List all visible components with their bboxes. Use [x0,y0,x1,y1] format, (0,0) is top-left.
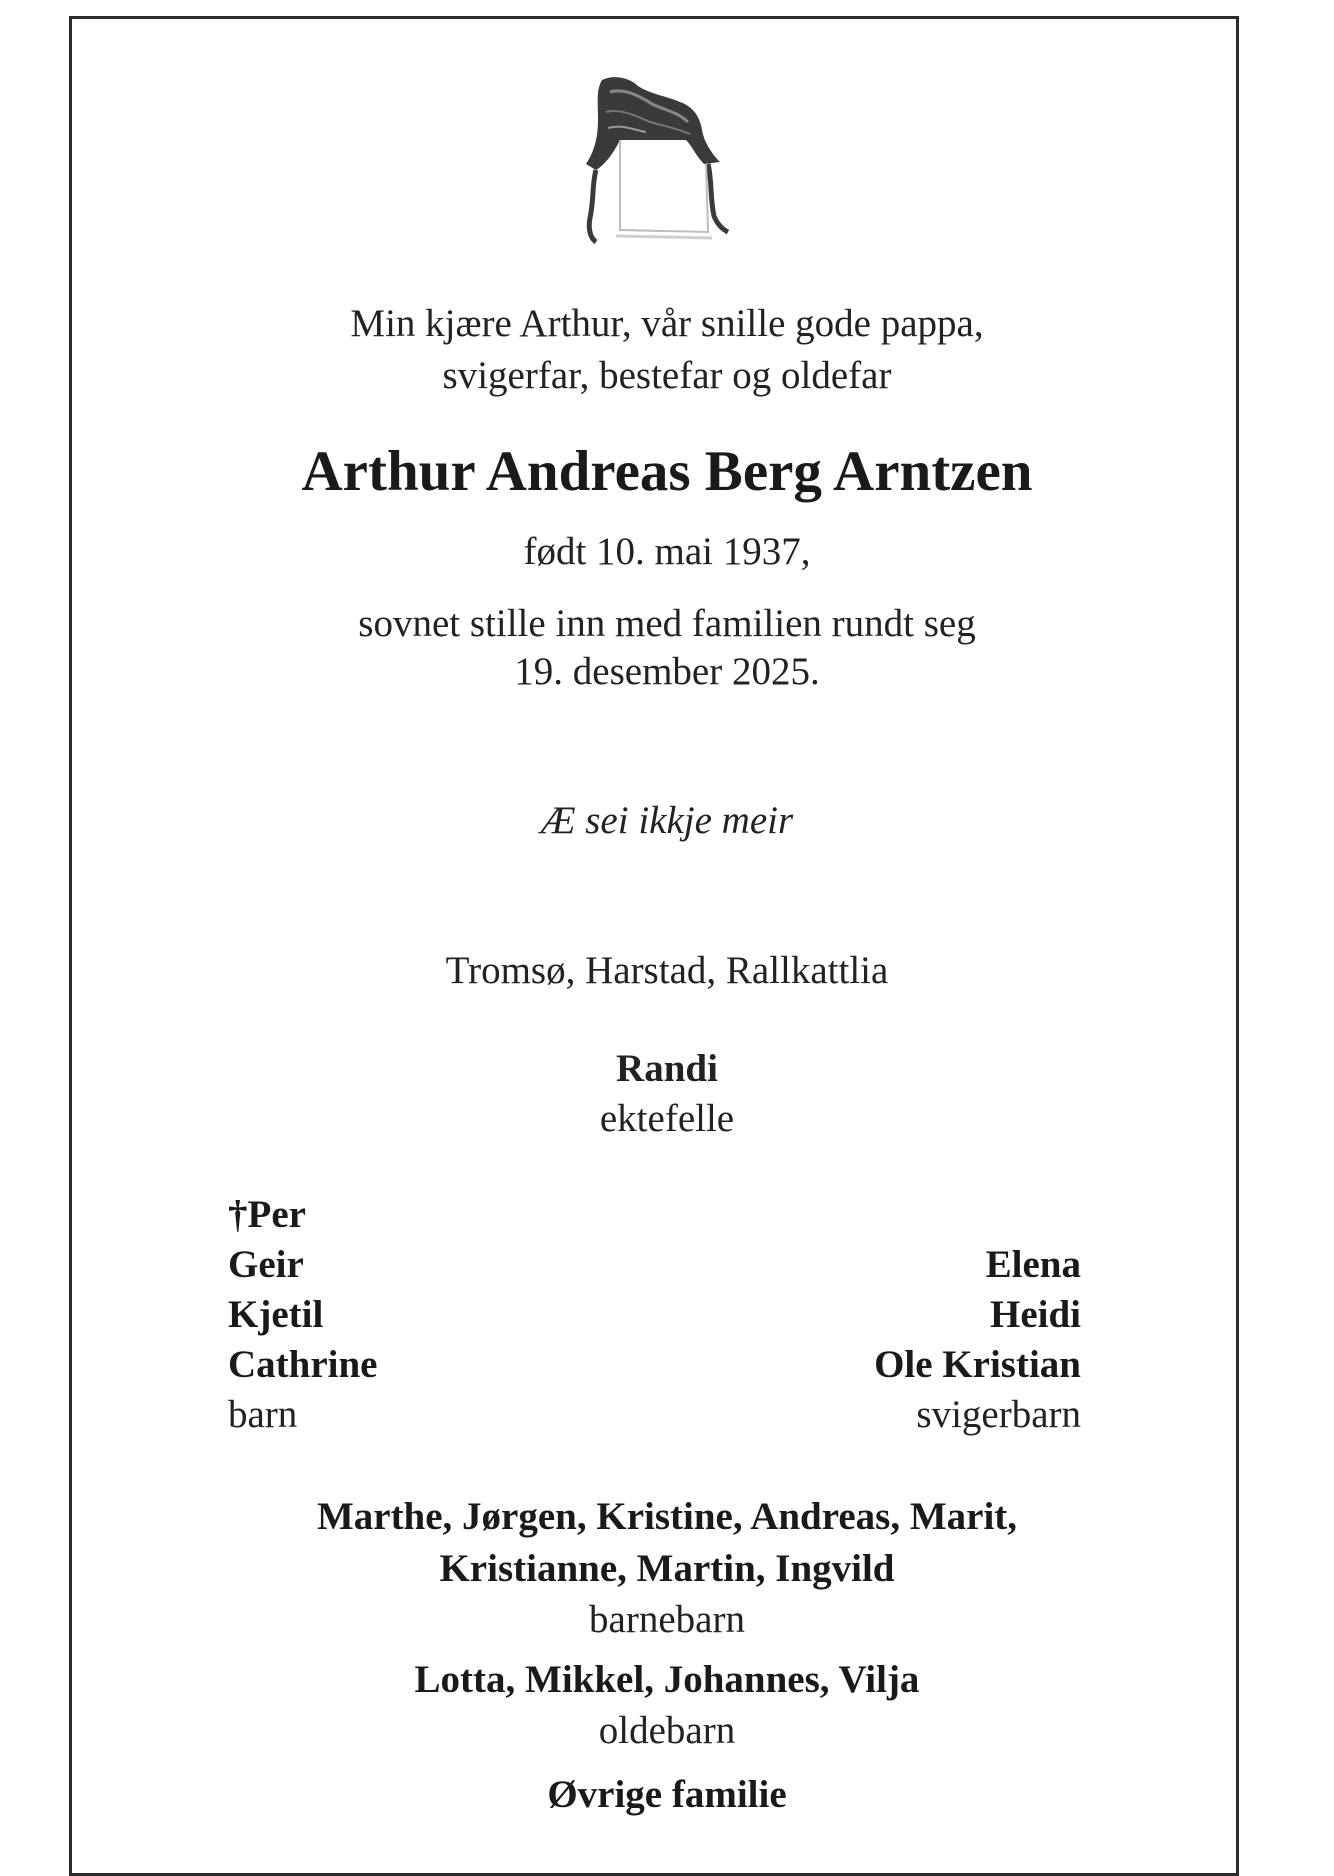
intro-line-1: Min kjære Arthur, vår snille gode pappa, [350,302,984,345]
children-role: barn [228,1393,298,1436]
children-list [228,1190,378,1440]
in-law-name: Heidi [989,1293,1081,1336]
child-name: Cathrine [228,1343,378,1386]
intro-line-2: svigerfar, bestefar og oldefar [442,354,892,397]
places: Tromsø, Harstad, Rallkattlia [445,949,889,992]
birth-date: født 10. mai 1937, [523,530,811,573]
grandchildren-role: barnebarn [589,1598,745,1641]
death-line-2: 19. desember 2025. [514,650,820,693]
in-laws-list [874,1240,1081,1440]
in-laws-role: svigerbarn [916,1393,1081,1436]
grandchildren-line-2: Kristianne, Martin, Ingvild [439,1547,895,1590]
great-grandchildren-names: Lotta, Mikkel, Johannes, Vilja [414,1658,920,1701]
stone-cross-illustration-icon [580,72,732,248]
quote: Æ sei ikkje meir [540,799,794,842]
grandchildren-line-1: Marthe, Jørgen, Kristine, Andreas, Marit, [316,1495,1018,1538]
child-name: Geir [228,1243,304,1286]
death-notice [0,600,1334,696]
in-law-name: Elena [985,1243,1081,1286]
deceased-name: Arthur Andreas Berg Arntzen [301,440,1033,503]
spouse-role: ektefelle [599,1097,735,1140]
death-line-1: sovnet stille inn med familien rundt seg [358,602,976,645]
in-law-name: Ole Kristian [874,1343,1081,1386]
intro-text [0,298,1334,402]
child-name: Kjetil [228,1293,324,1336]
grandchildren-names [0,1491,1334,1595]
child-name: †Per [228,1193,306,1236]
spouse-name: Randi [616,1047,718,1090]
great-grandchildren-role: oldebarn [598,1709,736,1752]
other-family: Øvrige familie [547,1773,787,1816]
